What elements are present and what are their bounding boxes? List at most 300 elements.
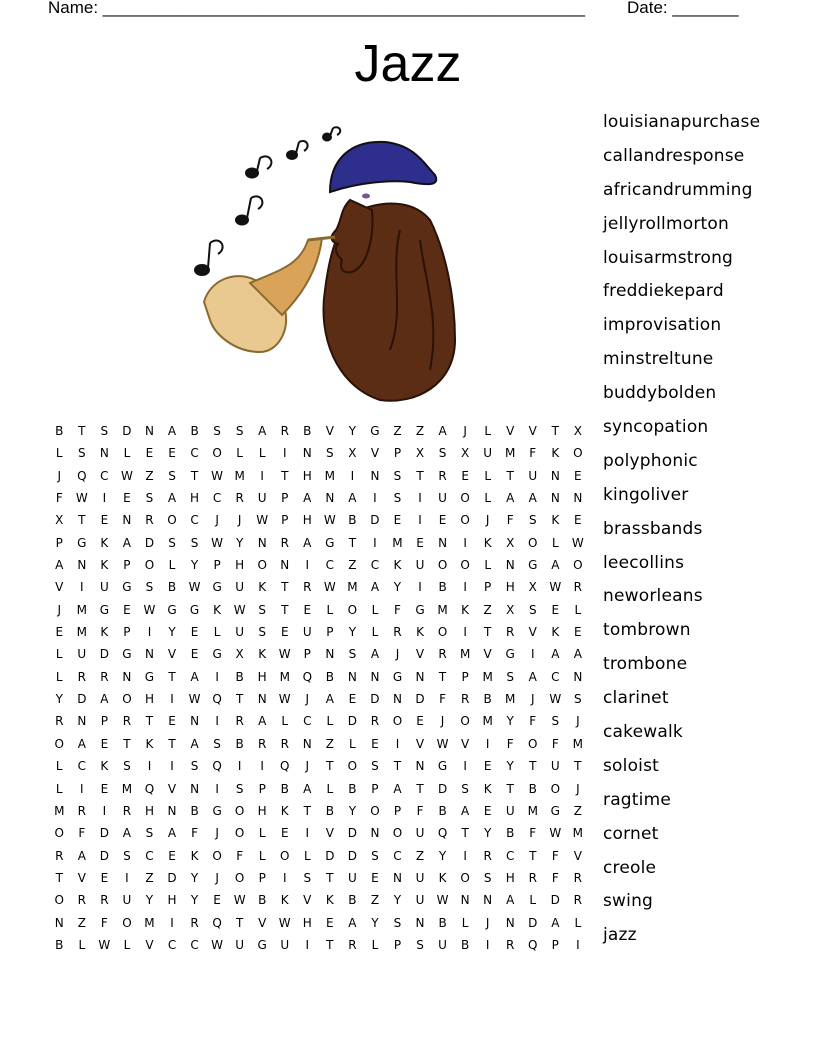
word-list-item: cornet — [603, 823, 659, 844]
grid-cell: A — [528, 669, 537, 684]
grid-cell: R — [100, 893, 109, 908]
grid-cell: O — [573, 558, 583, 573]
grid-cell: V — [325, 424, 334, 438]
grid-cell: A — [100, 692, 109, 707]
grid-cell: L — [326, 714, 334, 729]
grid-cell: M — [76, 602, 87, 617]
grid-cell: Q — [77, 468, 87, 483]
grid-cell: T — [483, 625, 492, 640]
grid-cell: B — [438, 915, 447, 930]
grid-cell: E — [551, 602, 560, 617]
grid-cell: A — [167, 491, 177, 506]
grid-cell: S — [145, 491, 154, 506]
grid-cell: I — [147, 759, 152, 774]
grid-cell: J — [395, 647, 400, 662]
grid-cell: K — [100, 759, 109, 774]
grid-cell: K — [100, 535, 109, 550]
grid-cell: O — [460, 491, 470, 506]
grid-cell: A — [303, 781, 312, 796]
grid-cell: T — [551, 424, 559, 438]
grid-cell: N — [257, 535, 267, 550]
grid-cell: L — [371, 625, 379, 640]
grid-cell: I — [102, 491, 107, 506]
grid-cell: T — [326, 870, 334, 885]
grid-cell: J — [57, 602, 62, 617]
grid-cell: I — [485, 937, 490, 952]
grid-cell: M — [144, 915, 155, 930]
grid-cell: T — [78, 424, 86, 438]
grid-cell: U — [122, 893, 132, 908]
grid-cell: I — [80, 580, 84, 595]
grid-cell: O — [460, 558, 470, 573]
grid-cell: L — [529, 893, 537, 908]
grid-cell: A — [190, 736, 199, 751]
grid-cell: M — [437, 602, 448, 617]
grid-cell: Z — [415, 848, 425, 863]
grid-cell: K — [100, 625, 109, 640]
grid-cell: J — [485, 513, 490, 528]
grid-row — [48, 666, 589, 688]
grid-cell: R — [528, 870, 537, 885]
word-list-item: neworleans — [603, 586, 703, 607]
grid-cell: J — [215, 513, 219, 528]
grid-cell: C — [77, 759, 87, 774]
grid-cell: M — [482, 714, 493, 729]
grid-cell: Q — [212, 759, 222, 774]
grid-cell: K — [551, 513, 560, 528]
grid-cell: T — [529, 848, 537, 863]
grid-cell: Q — [528, 937, 538, 952]
grid-cell: S — [258, 625, 266, 640]
grid-cell: L — [258, 848, 266, 863]
grid-cell: G — [212, 803, 222, 818]
grid-cell: B — [190, 424, 199, 438]
grid-cell: K — [145, 736, 154, 751]
grid-cell: L — [258, 826, 266, 841]
grid-cell: W — [98, 937, 111, 952]
page-title: Jazz — [354, 35, 462, 93]
grid-cell: D — [325, 848, 335, 863]
grid-cell: N — [190, 714, 200, 729]
grid-cell: L — [574, 915, 582, 930]
grid-cell: M — [505, 446, 516, 461]
grid-cell: S — [393, 468, 402, 483]
grid-cell: S — [574, 692, 582, 707]
grid-cell: E — [326, 915, 334, 930]
grid-row — [48, 889, 589, 911]
grid-cell: O — [212, 446, 222, 461]
grid-cell: E — [574, 468, 582, 483]
grid-cell: N — [505, 558, 515, 573]
grid-cell: B — [55, 937, 64, 952]
grid-cell: K — [416, 625, 424, 640]
grid-cell: V — [145, 937, 154, 952]
grid-cell: B — [55, 424, 64, 438]
grid-cell: D — [347, 848, 357, 863]
grid-cell: J — [237, 513, 242, 528]
grid-cell: S — [461, 781, 469, 796]
grid-cell: M — [324, 468, 336, 483]
date-field: Date: _______ — [627, 0, 739, 17]
grid-row — [48, 420, 589, 442]
grid-cell: R — [55, 848, 64, 863]
grid-cell: U — [235, 580, 245, 595]
grid-cell: S — [393, 915, 402, 930]
grid-cell: L — [281, 714, 289, 729]
grid-cell: F — [78, 826, 86, 841]
grid-cell: N — [122, 669, 132, 684]
grid-cell: X — [528, 580, 537, 595]
grid-cell: Y — [190, 870, 199, 885]
grid-cell: X — [235, 647, 244, 662]
grid-row — [48, 934, 589, 956]
grid-cell: O — [144, 558, 155, 573]
grid-cell: G — [212, 647, 222, 662]
grid-cell: W — [436, 893, 449, 908]
grid-cell: L — [55, 759, 63, 774]
grid-cell: M — [527, 803, 538, 818]
grid-cell: N — [325, 647, 335, 662]
grid-cell: D — [77, 692, 87, 707]
grid-cell: I — [530, 647, 535, 662]
grid-cell: S — [213, 424, 221, 438]
grid-cell: F — [551, 736, 559, 751]
grid-cell: H — [257, 669, 267, 684]
grid-cell: G — [370, 424, 380, 438]
grid-cell: X — [415, 446, 425, 461]
grid-cell: O — [550, 781, 561, 796]
grid-cell: F — [529, 826, 537, 841]
grid-cell: W — [278, 692, 291, 707]
grid-cell: A — [55, 558, 64, 573]
grid-cell: W — [211, 937, 224, 952]
grid-cell: W — [436, 736, 449, 751]
grid-cell: T — [55, 870, 63, 885]
grid-cell: Y — [483, 826, 492, 841]
grid-cell: L — [551, 535, 559, 550]
grid-cell: I — [260, 759, 264, 774]
grid-cell: R — [280, 535, 289, 550]
grid-cell: R — [573, 580, 583, 595]
grid-cell: N — [167, 803, 177, 818]
grid-cell: F — [416, 803, 424, 818]
grid-cell: T — [326, 937, 334, 952]
grid-cell: E — [213, 893, 221, 908]
grid-cell: W — [323, 513, 336, 528]
grid-cell: O — [437, 625, 448, 640]
grid-cell: L — [326, 781, 334, 796]
grid-cell: Y — [190, 893, 199, 908]
grid-cell: F — [439, 692, 447, 707]
grid-cell: R — [280, 736, 289, 751]
grid-cell: O — [212, 848, 222, 863]
grid-cell: I — [147, 625, 152, 640]
grid-cell: L — [574, 602, 582, 617]
grid-cell: O — [573, 446, 583, 461]
grid-cell: G — [77, 535, 87, 550]
grid-cell: J — [440, 714, 445, 729]
grid-cell: L — [258, 446, 266, 461]
grid-cell: F — [236, 848, 244, 863]
grid-cell: U — [347, 870, 357, 885]
grid-cell: Y — [393, 893, 402, 908]
grid-cell: X — [55, 513, 64, 528]
grid-cell: R — [100, 669, 109, 684]
grid-cell: V — [483, 647, 492, 662]
grid-cell: V — [506, 424, 515, 438]
grid-cell: C — [303, 714, 312, 729]
grid-cell: N — [347, 669, 357, 684]
grid-cell: F — [394, 602, 401, 617]
grid-cell: U — [235, 937, 245, 952]
grid-cell: K — [551, 625, 560, 640]
grid-cell: R — [393, 625, 402, 640]
grid-cell: X — [506, 602, 515, 617]
grid-cell: J — [305, 692, 310, 707]
grid-cell: O — [347, 759, 358, 774]
grid-cell: H — [190, 491, 200, 506]
grid-cell: S — [145, 580, 154, 595]
grid-cell: J — [215, 826, 219, 841]
grid-cell: H — [257, 803, 267, 818]
grid-cell: D — [347, 826, 357, 841]
grid-cell: E — [438, 513, 447, 528]
grid-cell: S — [438, 446, 447, 461]
grid-cell: E — [574, 625, 582, 640]
grid-cell: N — [370, 669, 380, 684]
grid-cell: O — [257, 558, 267, 573]
grid-cell: H — [505, 870, 515, 885]
grid-cell: T — [168, 736, 176, 751]
grid-cell: R — [77, 803, 86, 818]
grid-row — [48, 755, 589, 777]
grid-cell: R — [280, 424, 289, 438]
grid-cell: S — [483, 870, 492, 885]
grid-cell: P — [393, 803, 402, 818]
grid-cell: K — [461, 602, 470, 617]
grid-cell: B — [235, 736, 244, 751]
grid-row — [48, 845, 589, 867]
grid-cell: O — [234, 870, 245, 885]
grid-cell: L — [484, 424, 491, 438]
grid-cell: E — [100, 870, 109, 885]
grid-cell: Y — [168, 625, 176, 640]
grid-cell: W — [278, 915, 291, 930]
grid-cell: V — [303, 893, 312, 908]
grid-cell: Y — [145, 893, 154, 908]
grid-cell: D — [437, 781, 448, 796]
grid-cell: O — [122, 915, 132, 930]
grid-cell: S — [371, 759, 379, 774]
grid-row — [48, 800, 589, 822]
grid-cell: Q — [302, 669, 313, 684]
grid-cell: N — [302, 446, 312, 461]
grid-cell: C — [190, 446, 199, 461]
grid-cell: O — [122, 692, 132, 707]
grid-cell: Z — [145, 870, 154, 885]
grid-cell: M — [572, 736, 584, 751]
grid-cell: S — [235, 781, 244, 796]
grid-cell: Q — [144, 781, 155, 796]
grid-cell: B — [190, 803, 199, 818]
grid-cell: V — [167, 647, 177, 662]
grid-cell: E — [416, 714, 424, 729]
grid-cell: K — [190, 848, 199, 863]
grid-cell: I — [418, 491, 422, 506]
grid-cell: I — [305, 558, 310, 573]
grid-cell: C — [325, 558, 335, 573]
grid-cell: Q — [212, 915, 222, 930]
grid-cell: R — [348, 937, 357, 952]
grid-cell: U — [438, 937, 447, 952]
grid-cell: K — [393, 558, 402, 573]
grid-cell: I — [485, 736, 490, 751]
grid-cell: P — [281, 491, 289, 506]
grid-cell: I — [418, 513, 422, 528]
grid-cell: V — [461, 736, 470, 751]
grid-cell: N — [392, 870, 402, 885]
grid-cell: T — [281, 468, 289, 483]
grid-cell: M — [392, 535, 403, 550]
grid-cell: V — [528, 625, 537, 640]
word-list-item: improvisation — [603, 315, 722, 336]
grid-cell: V — [573, 848, 582, 863]
grid-cell: M — [234, 468, 245, 483]
grid-cell: Z — [393, 424, 402, 438]
grid-cell: N — [54, 915, 64, 930]
grid-cell: I — [418, 580, 422, 595]
grid-cell: L — [349, 736, 356, 751]
grid-cell: Y — [348, 424, 357, 438]
grid-cell: V — [415, 736, 425, 751]
grid-cell: R — [122, 803, 132, 818]
grid-cell: T — [123, 736, 131, 751]
grid-cell: P — [55, 535, 63, 550]
grid-cell: R — [122, 714, 132, 729]
grid-cell: S — [190, 535, 199, 550]
grid-cell: L — [213, 625, 221, 640]
grid-cell: G — [415, 602, 425, 617]
grid-cell: O — [347, 602, 358, 617]
grid-cell: R — [77, 669, 86, 684]
grid-cell: N — [483, 893, 493, 908]
grid-cell: V — [167, 781, 177, 796]
grid-cell: J — [305, 759, 310, 774]
grid-cell: R — [573, 893, 583, 908]
grid-cell: O — [54, 826, 64, 841]
grid-cell: N — [280, 558, 290, 573]
grid-cell: N — [505, 915, 515, 930]
grid-cell: D — [550, 893, 560, 908]
grid-cell: O — [437, 558, 448, 573]
grid-cell: M — [347, 580, 358, 595]
word-list-item: freddiekepard — [603, 281, 724, 302]
grid-cell: Q — [212, 692, 222, 707]
grid-cell: N — [415, 915, 425, 930]
grid-cell: U — [280, 937, 290, 952]
grid-cell: C — [190, 513, 199, 528]
word-list-item: soloist — [603, 755, 660, 776]
grid-cell: R — [370, 714, 380, 729]
grid-cell: I — [80, 781, 84, 796]
grid-cell: O — [528, 535, 538, 550]
grid-cell: S — [190, 759, 199, 774]
grid-cell: Z — [325, 736, 334, 751]
grid-cell: O — [392, 826, 403, 841]
grid-cell: N — [392, 692, 402, 707]
grid-cell: R — [506, 937, 515, 952]
grid-cell: T — [281, 602, 289, 617]
grid-cell: A — [258, 424, 267, 438]
grid-cell: O — [234, 803, 245, 818]
grid-cell: E — [371, 870, 379, 885]
grid-cell: T — [438, 669, 447, 684]
grid-cell: R — [483, 848, 492, 863]
grid-cell: C — [190, 937, 199, 952]
grid-cell: T — [416, 468, 424, 483]
grid-cell: G — [550, 803, 560, 818]
grid-cell: U — [528, 468, 538, 483]
grid-cell: N — [144, 424, 154, 438]
grid-cell: F — [551, 870, 559, 885]
grid-row — [48, 487, 589, 509]
grid-cell: S — [123, 759, 131, 774]
grid-cell: W — [323, 580, 336, 595]
grid-cell: N — [190, 781, 200, 796]
grid-cell: I — [373, 491, 377, 506]
word-list-item: tombrown — [603, 620, 691, 641]
grid-cell: C — [506, 848, 515, 863]
grid-cell: A — [461, 803, 470, 818]
grid-cell: B — [348, 781, 357, 796]
grid-cell: S — [123, 848, 131, 863]
grid-cell: U — [235, 625, 245, 640]
grid-cell: N — [460, 893, 470, 908]
grid-cell: V — [55, 580, 64, 595]
grid-cell: E — [168, 848, 176, 863]
grid-cell: S — [528, 602, 537, 617]
grid-cell: B — [325, 669, 334, 684]
grid-cell: V — [325, 826, 334, 841]
grid-cell: T — [235, 692, 244, 707]
grid-cell: I — [170, 759, 174, 774]
grid-row — [48, 912, 589, 934]
grid-cell: E — [483, 803, 492, 818]
grid-cell: D — [99, 826, 109, 841]
grid-cell: B — [348, 513, 357, 528]
grid-cell: U — [438, 491, 447, 506]
grid-cell: O — [167, 513, 177, 528]
grid-cell: L — [303, 848, 311, 863]
grid-cell: A — [370, 580, 380, 595]
grid-cell: Y — [506, 714, 514, 729]
grid-cell: O — [460, 870, 470, 885]
grid-cell: Z — [348, 558, 357, 573]
grid-cell: H — [505, 580, 515, 595]
grid-cell: L — [55, 669, 63, 684]
grid-cell: D — [528, 915, 538, 930]
grid-cell: P — [258, 781, 266, 796]
grid-cell: R — [235, 491, 244, 506]
grid-row — [48, 576, 589, 598]
grid-cell: L — [484, 558, 491, 573]
grid-cell: C — [100, 468, 109, 483]
grid-cell: T — [235, 915, 244, 930]
grid-cell: A — [303, 491, 312, 506]
word-list-item: buddybolden — [603, 383, 717, 404]
grid-cell: N — [325, 491, 335, 506]
grid-cell: J — [57, 468, 62, 483]
